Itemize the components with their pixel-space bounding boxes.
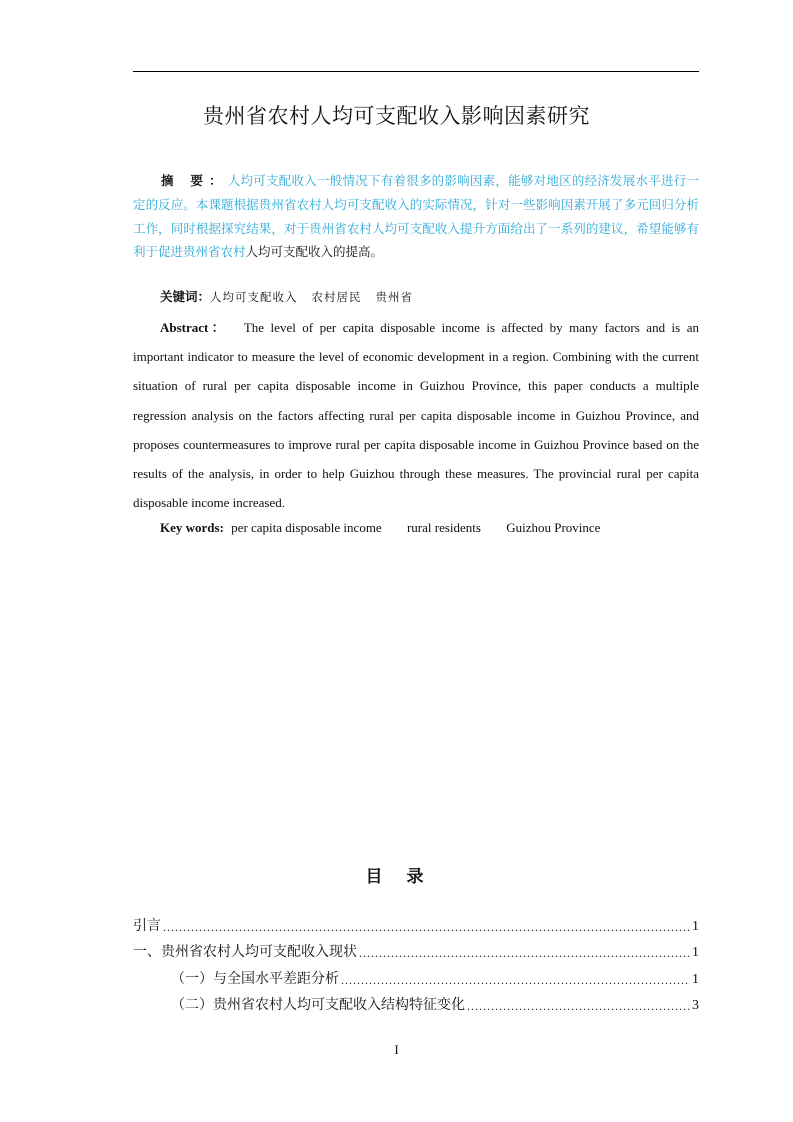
toc-leader-dots	[467, 999, 690, 1014]
keyword-cn: 农村居民	[311, 290, 362, 304]
toc-leader-dots	[341, 973, 690, 988]
keywords-cn	[160, 287, 427, 305]
toc-leader-dots	[359, 946, 690, 961]
toc-title: 目 录	[365, 867, 428, 887]
toc-leader-dots	[163, 920, 690, 935]
keywords-cn-label: 关键词：	[160, 289, 211, 304]
toc-entry[interactable]	[133, 988, 699, 1015]
abstract-cn	[133, 169, 699, 264]
abstract-en-text: The level of per capita disposable income is affected by many factors and is an important indicator to measure the level of economic development in a region. Combining with the current situation of rural per capita disposable income in Guizhou Province, this paper conducts a multiple regression analysis on the factors affecting rural per capita disposable income in Guizhou Province, and proposes countermeasures to improve rural per capita disposable income in Guizhou Province based on the results of the analysis, in order to help Guizhou through these measures. The provincial rural per capita disposable income increased.	[133, 320, 699, 511]
keywords-en-label: Key words:	[160, 520, 224, 535]
toc-entry[interactable]	[133, 908, 699, 935]
table-of-contents	[133, 908, 699, 1014]
page-title: 贵州省农村人均可支配收入影响因素研究	[203, 104, 590, 128]
abstract-cn-text: 人均可支配收入的提高。	[245, 244, 384, 260]
keywords-en	[160, 520, 622, 536]
abstract-en	[133, 313, 699, 517]
keyword-cn: 贵州省	[375, 290, 414, 304]
abstract-cn-label: 摘 要：	[161, 173, 228, 188]
toc-entry-page: 3	[692, 998, 699, 1014]
toc-entry-text: 一、贵州省农村人均可支配收入现状	[133, 944, 357, 961]
toc-entry[interactable]	[133, 961, 699, 988]
toc-entry-page: 1	[692, 918, 699, 934]
page-number: I	[394, 1042, 399, 1057]
toc-entry[interactable]	[133, 935, 699, 962]
toc-entry-text: 引言	[133, 917, 161, 934]
abstract-cn-highlighted-text: 人均可支配收入一般情况下有着很多的影响因素，能够对地区的经济发展水平进行一定的反应。本课题根据贵州省农村人均可支配收入的实际情况，针对一些影响因素开展了多元回归分析工作，同时根据探究结果，对于贵州省农村人均可支配收入提升方面给出了一系列的建议，希望能够有利于促进贵州省农村	[133, 173, 699, 260]
keyword-en: per capita disposable income	[231, 520, 382, 535]
keyword-en: Guizhou Province	[506, 520, 601, 535]
keyword-cn: 人均可支配收入	[210, 290, 298, 304]
keyword-en: rural residents	[406, 520, 481, 535]
toc-entry-page: 1	[692, 945, 699, 961]
header-rule	[133, 71, 699, 72]
abstract-en-label: Abstract：	[160, 320, 228, 335]
toc-entry-text: （二）贵州省农村人均可支配收入结构特征变化	[171, 997, 465, 1014]
toc-entry-page: 1	[692, 971, 699, 987]
toc-entry-text: （一）与全国水平差距分析	[171, 970, 339, 987]
